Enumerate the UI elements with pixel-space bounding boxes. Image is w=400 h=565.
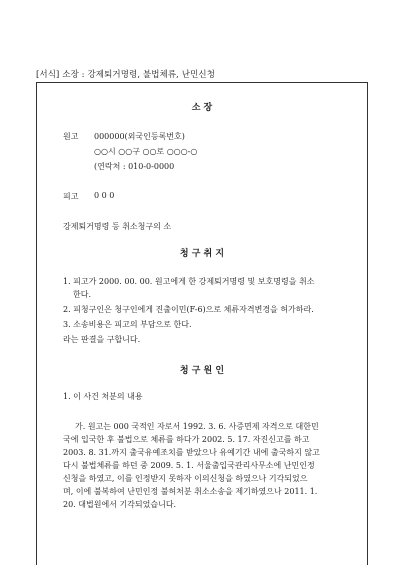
case-name: 강제퇴거명령 등 취소청구의 소 xyxy=(63,222,172,231)
claim-line: 한다. xyxy=(73,290,91,299)
defendant-label: 피고 xyxy=(63,192,79,201)
plaintiff-address: ○○시 ○○구 ○○로 ○○○-○ xyxy=(94,147,198,156)
defendant-name: 0 0 0 xyxy=(94,191,115,200)
document-title: 소 장 xyxy=(191,103,213,113)
paragraph-line: 2003. 8. 31.까지 출국유예조치를 받았으나 유예기간 내에 출국하지 않고 xyxy=(63,448,320,457)
claim-line: 2. 피청구인은 청구인에게 진출이민(F-6)으로 체류자격변경을 허가하라. xyxy=(63,305,314,314)
claim-line: 3. 소송비용은 피고의 부담으로 한다. xyxy=(63,320,192,329)
paragraph-line: 20. 대법원에서 기각되었습니다. xyxy=(63,500,177,509)
plaintiff-id: 000000(외국인등록번호) xyxy=(94,132,185,141)
complaint-form xyxy=(36,82,368,565)
reasons-heading: 청 구 원 인 xyxy=(179,366,225,376)
plaintiff-label: 원고 xyxy=(63,132,79,141)
claim-line: 1. 피고가 2000. 00. 00. 원고에게 한 강제퇴거명령 및 보호명령을 취소 xyxy=(63,277,315,286)
section-heading: 1. 이 사건 처분의 내용 xyxy=(63,392,143,401)
claim-line: 라는 판결을 구합니다. xyxy=(63,335,141,344)
paragraph-line: 국에 입국한 후 불법으로 체류를 하다가 2002. 5. 17. 자진신고를 하고 xyxy=(63,435,310,444)
plaintiff-phone: (연락처 : 010-0-0000 xyxy=(94,162,175,171)
claims-heading: 청 구 취 지 xyxy=(179,249,225,259)
document-caption: [서식] 소장 : 강제퇴거명령, 불법체류, 난민신청 xyxy=(36,70,216,80)
paragraph-line: 며, 이에 불복하여 난민인정 불허처분 취소소송을 제기하였으나 2011. 1. xyxy=(63,487,318,496)
paragraph-line: 가. 원고는 000 국적인 자로서 1992. 3. 6. 사증면제 자격으로 대한민 xyxy=(75,422,319,431)
paragraph-line: 신청을 하였고, 이를 인정받지 못하자 이의신청을 하였으나 기각되었으 xyxy=(63,474,308,483)
paragraph-line: 다시 불법체류를 하던 중 2009. 5. 1. 서울출입국관리사무소에 난민인정 xyxy=(63,461,315,470)
